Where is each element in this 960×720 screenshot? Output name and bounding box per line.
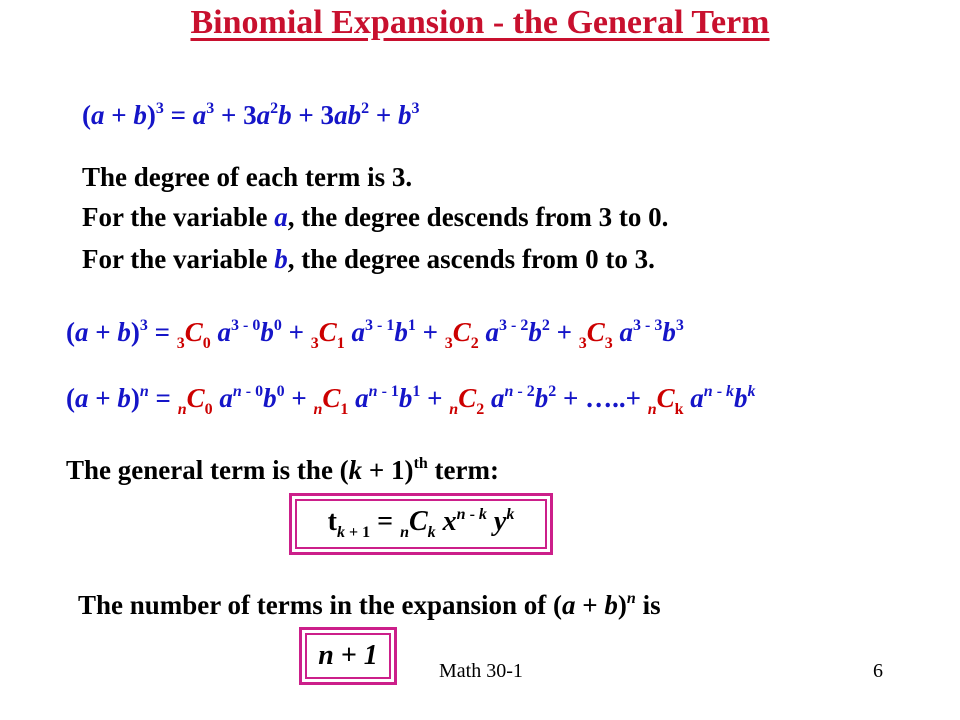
general-term-box xyxy=(289,493,553,555)
combination-cube-equation: $(a + b)^3 = _3C_0$ $a^{3 - 0}b^0 + _3C_1$ $a^{3 - 1}b^1 + _3C_2$ $a^{3 - 2}b^2 + _3C_3$ $a^{3 - 3}b^3$ xyxy=(66,317,684,352)
footer-page-number: 6 xyxy=(873,660,883,682)
general-term-formula: $t_{k + 1} = _nC_k$ $x^{n - k}$ $y^k$ xyxy=(327,506,515,541)
footer-course: Math 30-1 xyxy=(439,660,523,682)
statement-variable-b: For the variable b, the degree ascends from 0 to 3. xyxy=(82,244,655,274)
page-title: Binomial Expansion - the General Term xyxy=(190,4,770,41)
statement-degree: The degree of each term is 3. xyxy=(82,162,413,192)
number-of-terms-answer: n + 1 xyxy=(318,640,378,671)
number-of-terms-box xyxy=(299,627,397,685)
statement-variable-a: For the variable a, the degree descends from 3 to 0. xyxy=(82,202,669,232)
cube-expansion: $(a + b)^3 = a^3 + 3a^2b + 3ab^2 + b^3$ xyxy=(82,100,420,130)
combination-general-equation: $(a + b)^n = _nC_0$ $a^{n - 0}b^0 + _nC_1$ $a^{n - 1}b^1 + _nC_2$ $a^{n - 2}b^2$ + …..+ $_nC_k$ $a^{n - k}b^k$ xyxy=(66,383,756,418)
general-term-label: The general term is the $(k + 1)^{th}$ term: xyxy=(66,455,499,485)
number-of-terms-label: The number of terms in the expansion of $(a + b)^n$ is xyxy=(78,590,661,620)
